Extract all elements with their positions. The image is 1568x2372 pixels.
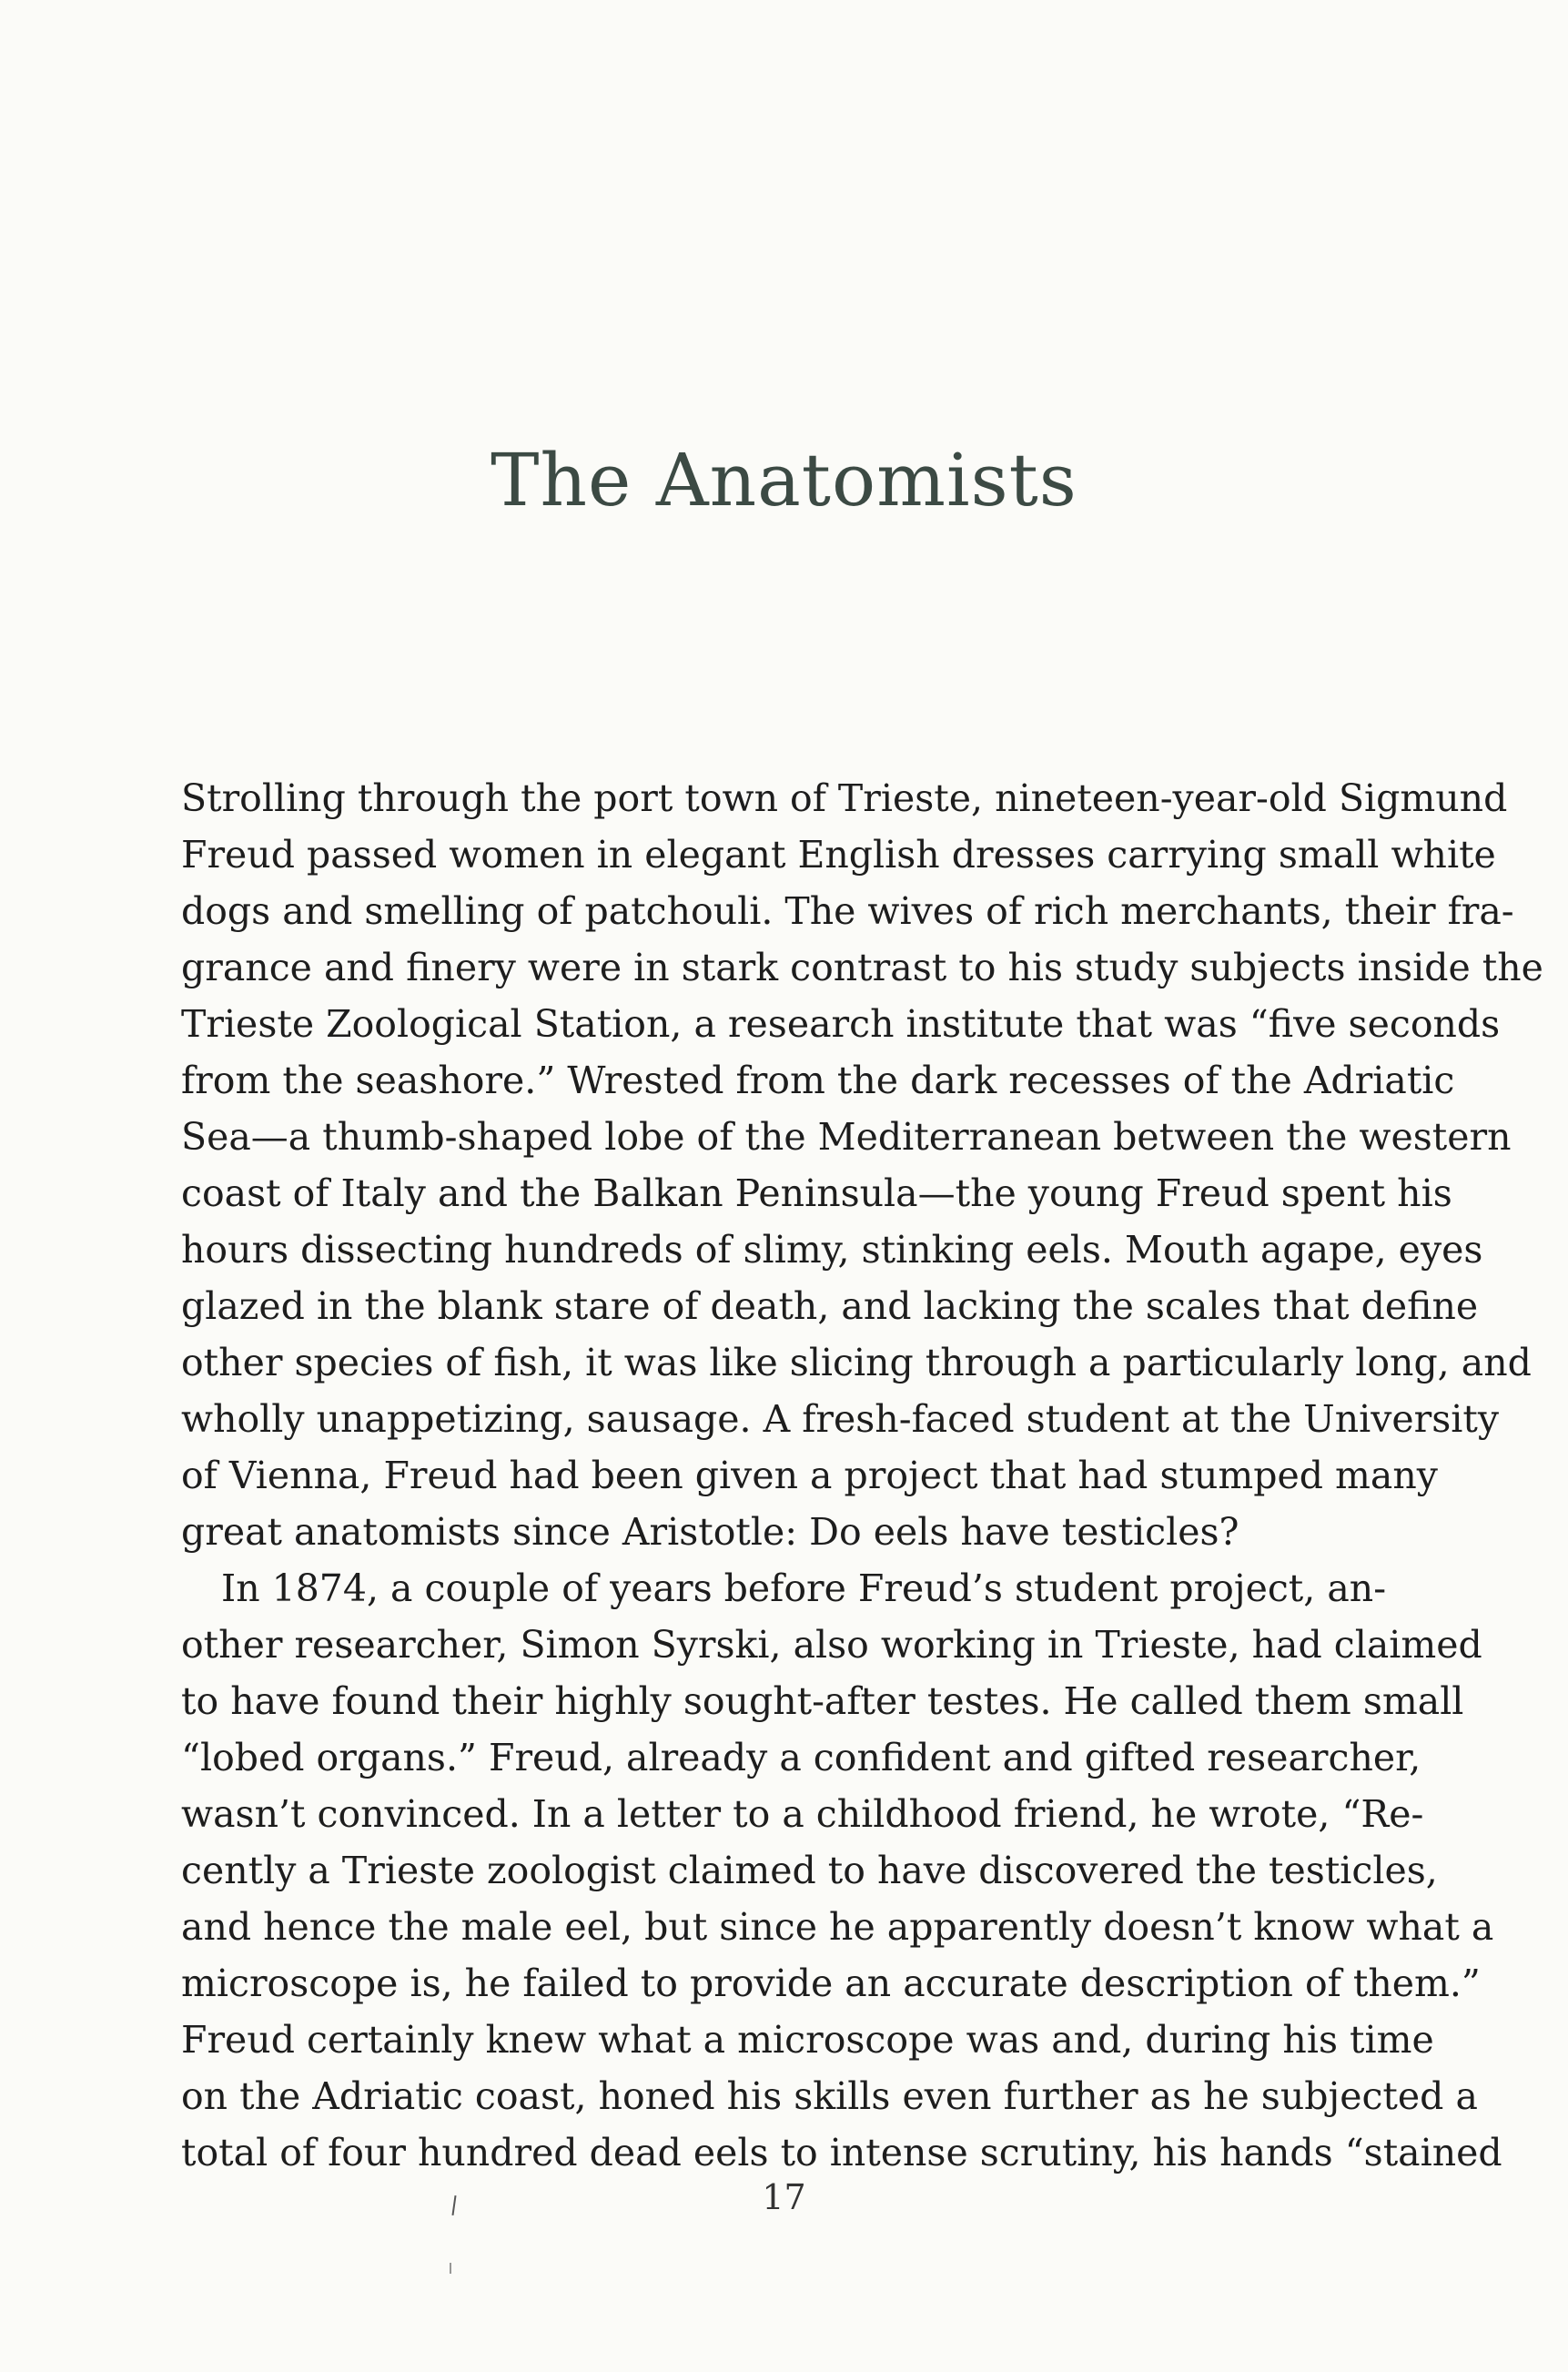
chapter-title: The Anatomists	[491, 438, 1077, 522]
text-line: Freud passed women in elegant English dresses carrying small white	[181, 833, 1496, 877]
text-line: grance and finery were in stark contrast to his study subjects inside the	[181, 946, 1543, 989]
text-line: of Vienna, Freud had been given a project that had stumped many	[181, 1454, 1438, 1497]
text-line: from the seashore.” Wrested from the dark recesses of the Adriatic	[181, 1059, 1455, 1102]
text-line: Trieste Zoological Station, a research institute that was “five seconds	[181, 1002, 1501, 1046]
text-line: wasn’t convinced. In a letter to a childhood friend, he wrote, “Re-	[181, 1792, 1424, 1836]
text-line: Sea—a thumb-shaped lobe of the Mediterranean between the western	[181, 1115, 1512, 1159]
text-line: hours dissecting hundreds of slimy, stinking eels. Mouth agape, eyes	[181, 1228, 1483, 1272]
text-line: total of four hundred dead eels to intense scrutiny, his hands “stained	[181, 2131, 1502, 2174]
text-line: cently a Trieste zoologist claimed to have discovered the testicles,	[181, 1849, 1438, 1892]
text-line: on the Adriatic coast, honed his skills even further as he subjected a	[181, 2074, 1478, 2118]
text-line: coast of Italy and the Balkan Peninsula—the young Freud spent his	[181, 1171, 1452, 1215]
text-line: wholly unappetizing, sausage. A fresh-faced student at the University	[181, 1397, 1500, 1441]
text-line: dogs and smelling of patchouli. The wives of rich merchants, their fra-	[181, 889, 1514, 933]
text-line: other species of fish, it was like slicing through a particularly long, and	[181, 1341, 1532, 1384]
paragraph-2	[181, 1560, 1502, 2181]
text-line: to have found their highly sought-after testes. He called them small	[181, 1679, 1464, 1723]
paragraph-1	[181, 770, 1543, 1560]
text-line: great anatomists since Aristotle: Do eels have testicles?	[181, 1510, 1239, 1554]
text-line: In 1874, a couple of years before Freud’s student project, an-	[221, 1566, 1387, 1610]
text-line: Strolling through the port town of Trieste, nineteen-year-old Sigmund	[181, 776, 1508, 820]
scan-artifact	[450, 2263, 451, 2274]
text-line: other researcher, Simon Syrski, also working in Trieste, had claimed	[181, 1623, 1482, 1667]
text-line: “lobed organs.” Freud, already a confident and gifted researcher,	[181, 1736, 1421, 1779]
body-text	[181, 770, 1543, 2181]
text-line: and hence the male eel, but since he apparently doesn’t know what a	[181, 1905, 1494, 1949]
text-line: Freud certainly knew what a microscope was and, during his time	[181, 2018, 1434, 2062]
text-line: glazed in the blank stare of death, and lacking the scales that define	[181, 1284, 1479, 1328]
text-line: microscope is, he failed to provide an accurate description of them.”	[181, 1961, 1481, 2005]
page-number: 17	[762, 2177, 806, 2217]
